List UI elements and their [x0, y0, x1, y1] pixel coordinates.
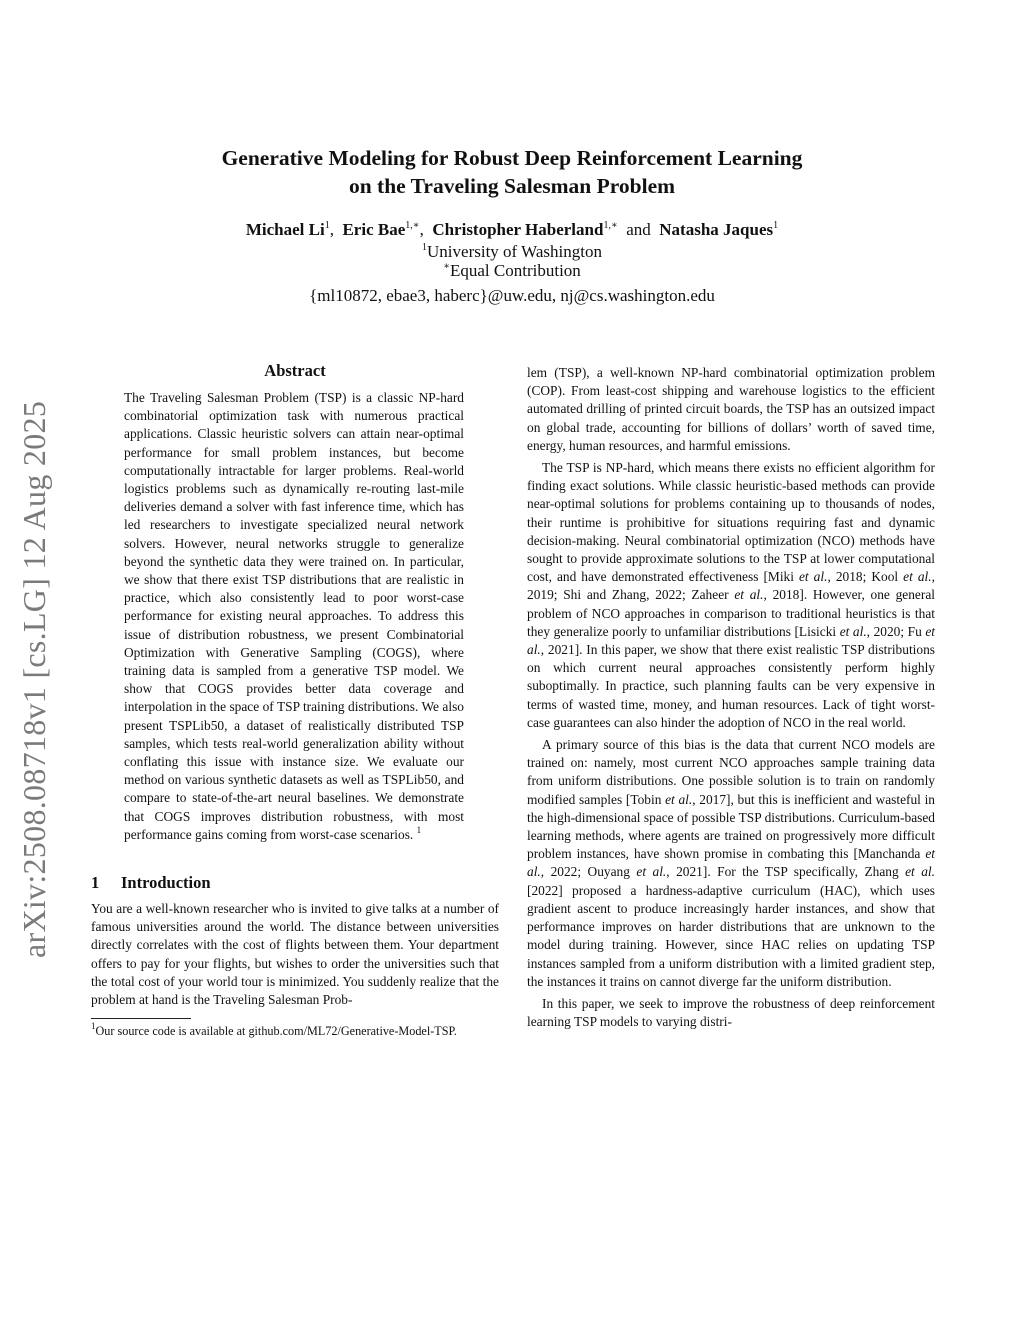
affiliation-text: Equal Contribution [450, 261, 581, 280]
citation-etal: et al. [839, 623, 867, 639]
paper-title-line-1: Generative Modeling for Robust Deep Reinforcement Learning [221, 146, 803, 170]
text-run: , 2020; Fu [866, 623, 926, 639]
author-emails: {ml10872, ebae3, haberc}@uw.edu, nj@cs.washington.edu [309, 286, 715, 305]
right-column [527, 364, 935, 1031]
footnote-reference: 1 [416, 824, 422, 835]
affiliation [110, 242, 914, 261]
section-title: Introduction [121, 873, 211, 893]
author-name: Natasha Jaques [659, 220, 774, 239]
text-run: , 2017], but this is inefficient and wasteful in the high-dimensional space of possible TSP distributions. Curriculum-based learning methods, where agents are trained on progressively more difficult problem instances, have shown promise in combating this [Manchanda [527, 791, 935, 862]
text-run: , 2022; Ouyang [540, 864, 637, 880]
text-run: , 2021]. In this paper, we show that there exist realistic TSP distributions on which current neural approaches consistently perform highly suboptimally. In practice, such planning faults can be very expensive in terms of wasted time, money, and human resources. Lack of tight worst-case guarantees can also hinder the adoption of NCO in the real world. [527, 642, 935, 730]
author-name: Eric Bae [342, 220, 406, 239]
intro-paragraph [527, 736, 935, 991]
section-heading-introduction [91, 872, 499, 894]
footnote [91, 1023, 499, 1039]
citation-etal: et al. [734, 587, 764, 603]
affiliation-text: University of Washington [427, 242, 602, 261]
text-run: , 2018; Kool [827, 569, 904, 585]
intro-paragraph [527, 459, 935, 732]
citation-etal: et al. [527, 623, 935, 658]
text-run: [2022] proposed a hardness-adaptive curriculum (HAC), which uses gradient ascent to produce increasingly harder instances, and show that performance improves on harder distributions that are unknown to the model during training. However, since HAC relies on updating TSP instances sampled from a uniform distribution with a limited gradient step, the instances it trains on cannot diverge far the uniform distribution. [527, 882, 935, 989]
section-number: 1 [91, 873, 100, 893]
citation-etal: et al. [665, 791, 693, 807]
citation-etal: et al. [905, 864, 935, 880]
citation-etal: et al. [798, 569, 828, 585]
author-affil-mark: 1 [324, 220, 330, 231]
author-affil-mark: 1,∗ [603, 220, 618, 231]
citation-etal: et al. [527, 846, 935, 880]
footnote-mark: 1 [91, 1021, 96, 1032]
footnote-divider [91, 1018, 191, 1019]
author-affil-mark: 1,∗ [405, 220, 420, 231]
text-run: , 2019; Shi and Zhang, 2022; Zaheer [527, 569, 935, 603]
intro-paragraph: In this paper, we seek to improve the robustness of deep reinforcement learning TSP models to varying distri- [527, 995, 935, 1030]
affiliation-mark: 1 [422, 242, 428, 253]
text-run: A primary source of this bias is the data that current NCO models are trained on: namely, most current NCO approaches sample training data from uniform distributions. One possible solution is to train on randomly modified samples [Tobin [527, 737, 935, 807]
author-list [110, 218, 914, 242]
abstract-body [91, 389, 499, 844]
text-run: The TSP is NP-hard, which means there exists no efficient algorithm for finding exact solutions. While classic heuristic-based methods can provide near-optimal solutions for problems containing up to thousands of nodes, their runtime is prohibitive for situations requiring fast and dynamic decision-making. Neural combinatorial optimization (NCO) methods have sought to provide approximate solutions to the TSP at lower computational cost, and have demonstrated effectiveness [Miki [527, 460, 935, 585]
author-separator: , [329, 220, 334, 239]
abstract-heading: Abstract [264, 361, 326, 380]
citation-etal: et al. [903, 569, 932, 585]
footnote-text: Our source code is available at github.com/ML72/Generative-Model-TSP. [95, 1024, 457, 1039]
intro-paragraph: lem (TSP), a well-known NP-hard combinatorial optimization problem (COP). From least-cost shipping and warehouse logistics to the efficient automated drilling of printed circuit boards, the TSP has an outsized impact on global trade, accounting for billions of dollars’ worth of saved time, energy, human resources, and harmful emissions. [527, 365, 935, 453]
author-name: Michael Li [245, 220, 325, 239]
abstract-text: The Traveling Salesman Problem (TSP) is a classic NP-hard combinatorial optimization task with numerous practical applications. Classic heuristic solvers can attain near-optimal performance for small problem instances, but become computationally intractable for larger problems. Real-world logistics problems such as dynamically re-routing last-mile deliveries demand a solver with fast inference time, which has led researchers to investigate specialized neural network solvers. However, neural networks struggle to generalize beyond the synthetic data they were trained on. In particular, we show that there exist TSP distributions that are realistic in practice, which also consistently lead to poor worst-case performance for existing neural approaches. To address this issue of distribution robustness, we present Combinatorial Optimization with Generative Sampling (COGS), where training data is sampled from a generative TSP model. We show that COGS provides better data coverage and interpolation in the space of TSP training distributions. We also present TSPLib50, a dataset of realistically distributed TSP samples, which tests real-world generalization ability without conflating this issue with instance size. We evaluate our method on various synthetic datasets as well as TSPLib50, and compare to state-of-the-art neural baselines. We demonstrate that COGS improves distribution robustness, with most performance gains coming from worst-case scenarios. [124, 390, 464, 842]
author-and: and [626, 220, 651, 239]
arxiv-stamp: arXiv:2508.08718v1 [cs.LG] 12 Aug 2025 [16, 400, 52, 958]
left-column [91, 360, 499, 1039]
citation-etal: et al. [636, 864, 667, 880]
paper-title-line-2: on the Traveling Salesman Problem [348, 174, 676, 198]
intro-paragraph: You are a well-known researcher who is invited to give talks at a number of famous universities around the world. The distance between universities directly correlates with the cost of flights between them. Your department offers to pay for your flights, but wishes to order the universities such that the total cost of your world tour is minimized. You suddenly realize that the problem at hand is the Traveling Salesman Prob- [91, 901, 499, 1008]
text-run: , 2018]. However, one general problem of NCO approaches in comparison to traditional heuristics is that they generalize poorly to unfamiliar distributions [Lisicki [527, 587, 935, 639]
affiliation-mark: ∗ [443, 261, 450, 272]
author-separator: , [419, 220, 424, 239]
affiliation [110, 261, 914, 280]
text-run: , 2021]. For the TSP specifically, Zhang [666, 864, 906, 880]
author-name: Christopher Haberland [432, 220, 604, 239]
title-block [110, 144, 914, 308]
author-affil-mark: 1 [773, 220, 779, 231]
